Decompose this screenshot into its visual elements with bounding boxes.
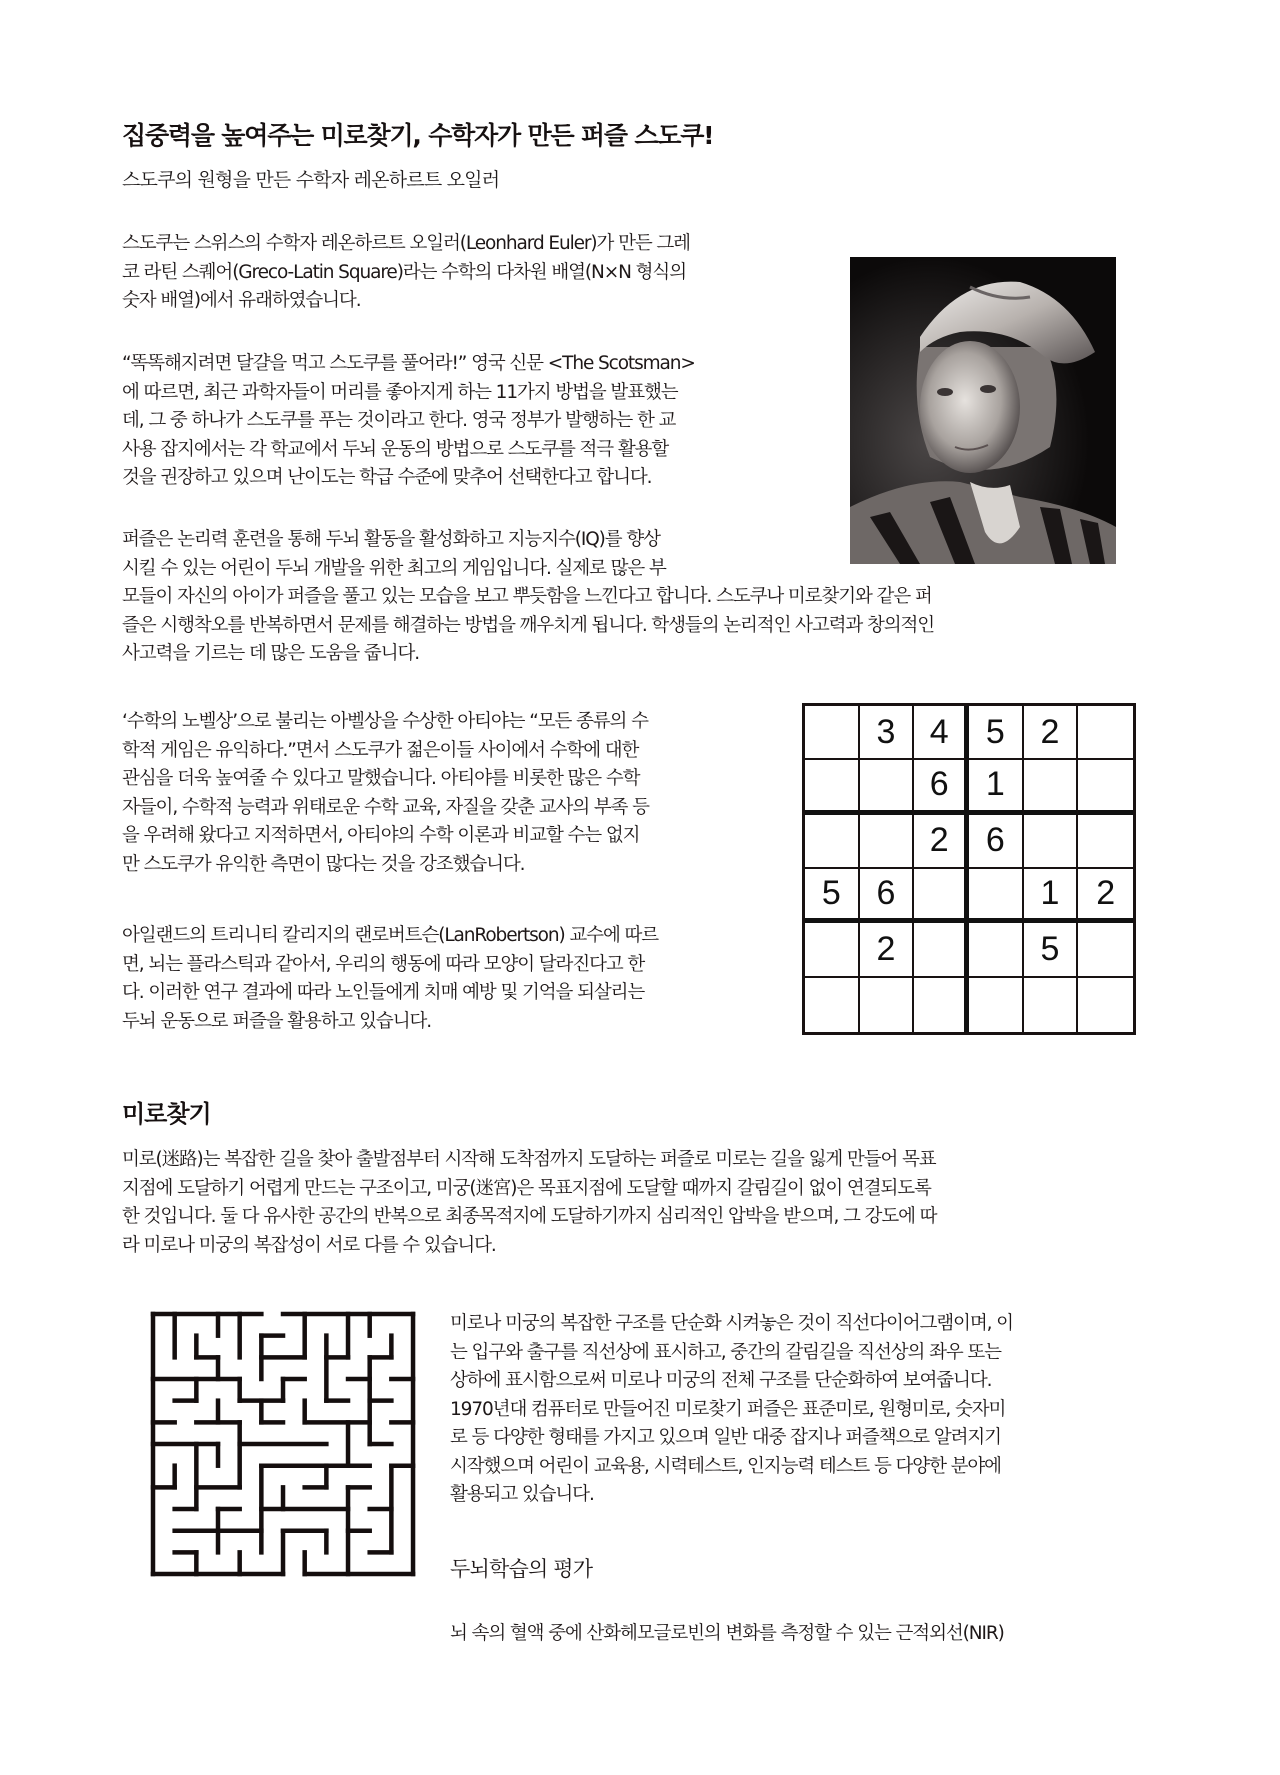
sudoku-cell: 4	[914, 706, 969, 760]
text-line: 을 우려해 왔다고 지적하면서, 아티야의 수학 이론과 비교할 수는 없지	[122, 825, 640, 846]
sudoku-cell	[860, 760, 915, 814]
text-line: 아일랜드의 트리니티 칼리지의 랜로버트슨(LanRobertson) 교수에 따르	[122, 925, 659, 946]
text-line: 사고력을 기르는 데 많은 도움을 줍니다.	[122, 643, 420, 664]
text-line: 시킬 수 있는 어린이 두뇌 개발을 위한 최고의 게임입니다. 실제로 많은 부	[122, 557, 666, 579]
sudoku-cell	[805, 815, 860, 869]
text-line: 다. 이러한 연구 결과에 따라 노인들에게 치매 예방 및 기억을 되살리는	[122, 982, 645, 1003]
text-line: 라 미로나 미궁의 복잡성이 서로 다를 수 있습니다.	[122, 1234, 496, 1256]
text-line: 학적 게임은 유익하다.”면서 스도쿠가 젊은이들 사이에서 수학에 대한	[122, 739, 639, 761]
paragraph-robertson	[122, 922, 658, 1036]
subheading-brain-learning-evaluation: 두뇌학습의 평가	[450, 1557, 593, 1581]
sudoku-cell: 2	[860, 923, 915, 977]
paragraph-atiyah	[122, 708, 649, 879]
text-line: 자들이, 수학적 능력과 위태로운 수학 교육, 자질을 갖춘 교사의 부족 등	[122, 796, 649, 818]
paragraph-nir	[450, 1620, 1004, 1649]
paragraph-maze-intro	[122, 1146, 936, 1260]
sudoku-cell	[914, 923, 969, 977]
sudoku-cell	[969, 869, 1024, 923]
text-line: 는 입구와 출구를 직선상에 표시하고, 중간의 갈림길을 직선상의 좌우 또는	[450, 1341, 1001, 1363]
sudoku-cell: 2	[1024, 706, 1079, 760]
sudoku-cell	[914, 869, 969, 923]
sudoku-cell	[860, 815, 915, 869]
maze-illustration	[150, 1311, 420, 1579]
text-line: 즐은 시행착오를 반복하면서 문제를 해결하는 방법을 깨우치게 됩니다. 학생들의 논리적인 사고력과 창의적인	[122, 614, 935, 636]
sudoku-cell	[1078, 923, 1133, 977]
page-title: 집중력을 높여주는 미로찾기, 수학자가 만든 퍼즐 스도쿠!	[122, 121, 714, 150]
sudoku-cell: 6	[914, 760, 969, 814]
sudoku-cell	[1078, 978, 1133, 1032]
sudoku-cell	[1024, 815, 1079, 869]
text-line: “똑똑해지려면 달걀을 먹고 스도쿠를 풀어라!” 영국 신문 <The Scotsman>	[122, 353, 695, 374]
text-line: 1970년대 컴퓨터로 만들어진 미로찾기 퍼즐은 표준미로, 원형미로, 숫자미	[450, 1398, 1006, 1420]
paragraph-euler-origin	[122, 230, 690, 316]
text-line: 숫자 배열)에서 유래하였습니다.	[122, 290, 361, 311]
sudoku-cell: 6	[860, 869, 915, 923]
sudoku-cell	[1024, 760, 1079, 814]
text-line: 사용 잡지에서는 각 학교에서 두뇌 운동의 방법으로 스도쿠를 적극 활용할	[122, 438, 669, 460]
sudoku-cell: 1	[969, 760, 1024, 814]
text-line: 것을 권장하고 있으며 난이도는 학급 수준에 맞추어 선택한다고 합니다.	[122, 467, 652, 488]
portrait-illustration-icon	[850, 257, 1116, 564]
paragraph-maze-diagram	[450, 1310, 1013, 1510]
sudoku-cell: 5	[805, 869, 860, 923]
text-line: 상하에 표시함으로써 미로나 미궁의 전체 구조를 단순화하여 보여줍니다.	[450, 1370, 992, 1391]
text-line: 한 것입니다. 둘 다 유사한 공간의 반복으로 최종목적지에 도달하기까지 심리적인 압박을 받으며, 그 강도에 따	[122, 1206, 937, 1227]
text-line: 로 등 다양한 형태를 가지고 있으며 일반 대중 잡지나 퍼즐책으로 알려지기	[450, 1427, 1001, 1448]
sudoku-cell	[1024, 978, 1079, 1032]
text-line: 관심을 더욱 높여줄 수 있다고 말했습니다. 아티야를 비롯한 많은 수학	[122, 768, 640, 789]
sudoku-cell	[914, 978, 969, 1032]
sudoku-cell	[969, 978, 1024, 1032]
text-line: 데, 그 중 하나가 스도쿠를 푸는 것이라고 한다. 영국 정부가 발행하는 한 교	[122, 410, 676, 431]
text-line: 코 라틴 스퀘어(Greco-Latin Square)라는 수학의 다차원 배열(N×N 형식의	[122, 261, 686, 283]
sudoku-cell	[805, 923, 860, 977]
text-line: 지점에 도달하기 어렵게 만드는 구조이고, 미궁(迷宮)은 목표지점에 도달할 때까지 갈림길이 없이 연결되도록	[122, 1177, 931, 1199]
sudoku-cell: 5	[969, 706, 1024, 760]
sudoku-cell: 1	[1024, 869, 1079, 923]
sudoku-cell: 2	[914, 815, 969, 869]
section-heading-maze: 미로찾기	[122, 1100, 211, 1128]
sudoku-cell	[1078, 815, 1133, 869]
sudoku-cell: 5	[1024, 923, 1079, 977]
page-subtitle: 스도쿠의 원형을 만든 수학자 레온하르트 오일러	[122, 169, 500, 191]
text-line: 만 스도쿠가 유익한 측면이 많다는 것을 강조했습니다.	[122, 853, 525, 875]
sudoku-grid	[802, 703, 1136, 1035]
text-line: 에 따르면, 최근 과학자들이 머리를 좋아지게 하는 11가지 방법을 발표했는	[122, 381, 678, 403]
sudoku-cell	[969, 923, 1024, 977]
text-line: 스도쿠는 스위스의 수학자 레온하르트 오일러(Leonhard Euler)가 만든 그레	[122, 233, 690, 254]
sudoku-cell	[1078, 706, 1133, 760]
text-line: ‘수학의 노벨상’으로 불리는 아벨상을 수상한 아티야는 “모든 종류의 수	[122, 711, 648, 732]
sudoku-cell	[860, 978, 915, 1032]
sudoku-cell: 3	[860, 706, 915, 760]
text-line: 미로(迷路)는 복잡한 길을 찾아 출발점부터 시작해 도착점까지 도달하는 퍼즐로 미로는 길을 잃게 만들어 목표	[122, 1149, 936, 1170]
sudoku-cell	[805, 760, 860, 814]
text-line: 모들이 자신의 아이가 퍼즐을 풀고 있는 모습을 보고 뿌듯함을 느낀다고 합니다. 스도쿠나 미로찾기와 같은 퍼	[122, 586, 932, 607]
text-line: 면, 뇌는 플라스틱과 같아서, 우리의 행동에 따라 모양이 달라진다고 한	[122, 953, 645, 975]
paragraph-puzzle-benefits	[122, 526, 934, 669]
sudoku-cell	[1078, 760, 1133, 814]
sudoku-cell	[805, 978, 860, 1032]
text-line: 미로나 미궁의 복잡한 구조를 단순화 시켜놓은 것이 직선다이어그램이며, 이	[450, 1313, 1013, 1334]
paragraph-scotsman	[122, 350, 695, 493]
text-line: 두뇌 운동으로 퍼즐을 활용하고 있습니다.	[122, 1010, 432, 1032]
text-line: 활용되고 있습니다.	[450, 1484, 594, 1505]
euler-portrait-image	[850, 257, 1116, 564]
text-line: 뇌 속의 혈액 중에 산화헤모글로빈의 변화를 측정할 수 있는 근적외선(NIR)	[450, 1623, 1004, 1644]
text-line: 시작했으며 어린이 교육용, 시력테스트, 인지능력 테스트 등 다양한 분야에	[450, 1455, 1001, 1477]
sudoku-cell: 6	[969, 815, 1024, 869]
sudoku-cell	[805, 706, 860, 760]
text-line: 퍼즐은 논리력 훈련을 통해 두뇌 활동을 활성화하고 지능지수(IQ)를 향상	[122, 529, 660, 550]
sudoku-cell: 2	[1078, 869, 1133, 923]
